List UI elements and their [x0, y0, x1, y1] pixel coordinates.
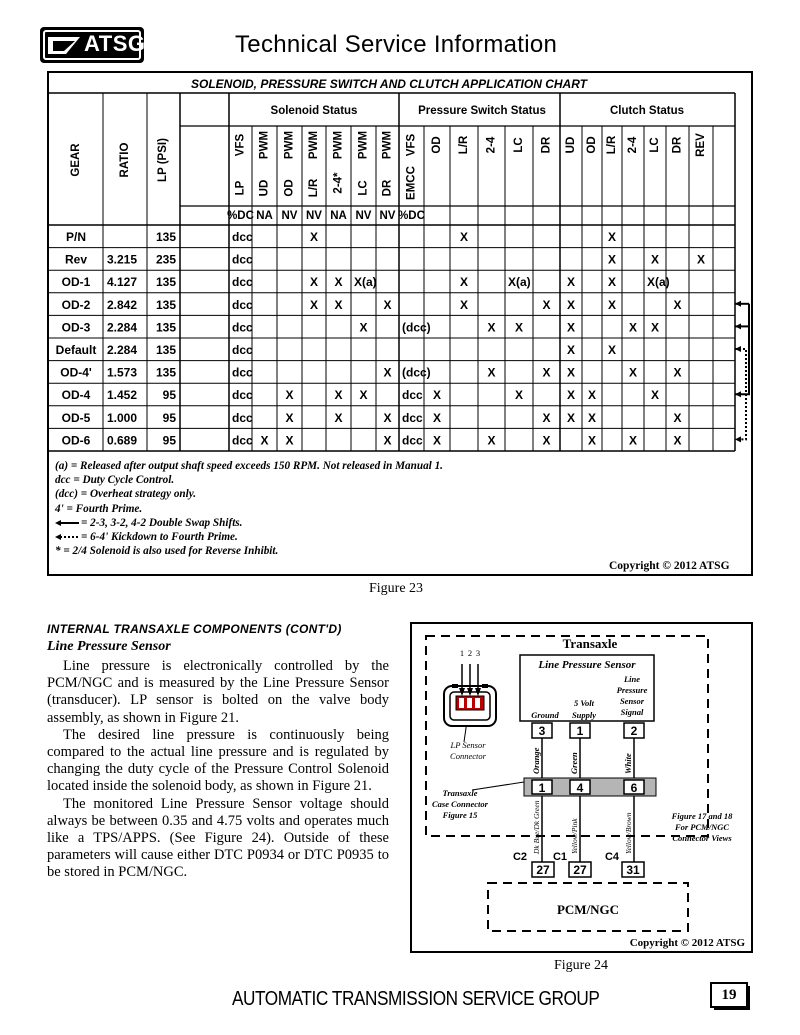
section-subtitle: Line Pressure Sensor [47, 639, 171, 654]
status-cell: X [487, 365, 496, 380]
solid-arrow-icon [55, 519, 81, 527]
solenoid-type-header: PWM [283, 130, 296, 160]
note-reverse-inhibit: * = 2/4 Solenoid is also used for Reverse Inhibit. [55, 545, 279, 558]
solenoid-name-header: OD [283, 179, 296, 197]
supply-label: Supply [571, 710, 597, 720]
case-connector-label: Transaxle [442, 788, 478, 798]
sensor-box-title: Line Pressure Sensor [538, 659, 636, 671]
status-cell: X [334, 275, 343, 290]
gear-cell: OD-4 [61, 388, 91, 403]
paragraph-1: Line pressure is electronically controlled by the PCM/NGC and is measured by the Line Pressure Sensor (transducer). LP sensor is bolted on the valve body assembly, as shown in Figure 21. [47, 658, 389, 726]
status-cell: X [673, 410, 682, 425]
solenoid-type-header: VFS [234, 133, 247, 157]
status-cell: dcc [232, 343, 253, 357]
solenoid-signal-type: NA [330, 210, 347, 222]
status-cell: X [334, 388, 343, 403]
footer-text: AUTOMATIC TRANSMISSION SERVICE GROUP [232, 988, 600, 1010]
connector-pin: 2 [630, 724, 638, 738]
clutch-col-header: LC [649, 137, 662, 153]
lp-cell: 95 [162, 433, 176, 448]
lp-cell: 135 [155, 297, 176, 312]
atsg-logo [40, 27, 144, 63]
gear-cell: OD-6 [61, 433, 91, 448]
status-cell: X [309, 275, 319, 290]
solenoid-name-header: LP [234, 180, 247, 196]
status-cell: dcc [402, 388, 423, 403]
ratio-cell: 2.842 [107, 297, 138, 312]
status-cell: X [628, 365, 638, 380]
status-cell: X(a) [508, 275, 531, 290]
note-kickdown: = 6-4' Kickdown to Fourth Prime. [55, 530, 443, 544]
status-cell: X [566, 320, 576, 335]
status-cell: X [514, 320, 524, 335]
status-cell: dcc [232, 320, 253, 335]
solenoid-name-header: UD [258, 179, 271, 197]
page-number: 19 [710, 982, 748, 1008]
note-overheat: (dcc) = Overheat strategy only. [55, 488, 197, 501]
solenoid-type-header: PWM [357, 130, 370, 160]
figure-23-caption: Figure 23 [369, 581, 424, 596]
solenoid-signal-type: NV [281, 210, 298, 222]
ratio-cell: 1.000 [107, 410, 138, 425]
pressure-switch-col-header: DR [540, 136, 553, 154]
pressure-switch-col-header: 2-4 [485, 136, 498, 154]
status-cell: X [459, 230, 469, 244]
solenoid-type-header: PWM [308, 130, 321, 160]
status-cell: X [383, 365, 392, 380]
pcm-pin: 27 [536, 863, 550, 877]
clutch-col-header: UD [565, 136, 578, 154]
solenoid-name-header: LC [357, 180, 370, 196]
diagram-copyright: Copyright © 2012 ATSG [629, 937, 745, 949]
status-cell: X [566, 297, 576, 312]
status-cell: X [285, 388, 294, 403]
status-cell: dcc [232, 388, 253, 403]
status-cell: X [359, 320, 368, 335]
wire-color: Yellow/Brown [624, 812, 633, 854]
solenoid-signal-type: %DC [398, 210, 425, 222]
status-cell: X [673, 365, 682, 380]
lp-psi-col-header: LP (PSI) [157, 138, 170, 182]
body-text [47, 658, 389, 882]
solenoid-signal-type: NA [256, 210, 273, 222]
dotted-arrow-icon [55, 533, 81, 541]
status-cell: X [383, 410, 392, 425]
note-fourth-prime: 4' = Fourth Prime. [55, 502, 143, 515]
signal-label: Pressure [616, 685, 648, 695]
status-cell: X [334, 410, 343, 425]
lp-cell: 135 [155, 230, 176, 244]
gear-cell: OD-5 [61, 410, 91, 425]
status-cell: X [650, 320, 660, 335]
status-cell: dcc [232, 433, 253, 448]
connector-pin: 4 [576, 781, 584, 795]
pressure-switch-col-header: OD [431, 136, 444, 154]
ratio-cell: 0.689 [107, 433, 138, 448]
ratio-cell: 4.127 [107, 275, 138, 290]
status-cell: X [334, 297, 343, 312]
note-released: (a) = Released after output shaft speed exceeds 150 RPM. Not released in Manual 1. [55, 460, 443, 472]
ratio-col-header: RATIO [119, 142, 132, 178]
status-cell: (dcc) [402, 320, 431, 335]
case-connector-label: Figure 15 [442, 810, 478, 820]
arrowhead-icon [735, 391, 741, 397]
clutch-status-header: Clutch Status [609, 105, 685, 117]
solenoid-type-header: PWM [332, 130, 345, 160]
status-cell: X(a) [647, 275, 670, 290]
solenoid-type-header: VFS [405, 133, 418, 157]
lp-cell: 135 [155, 343, 176, 357]
gear-cell: OD-2 [61, 297, 91, 312]
ratio-cell: 2.284 [107, 343, 138, 357]
connector-pin: 1 [576, 724, 584, 738]
solenoid-signal-type: NV [379, 210, 396, 222]
solenoid-name-header: DR [381, 179, 394, 197]
clutch-col-header: DR [671, 136, 684, 154]
gear-cell: Default [55, 343, 97, 357]
pressure-switch-header: Pressure Switch Status [418, 105, 546, 117]
status-cell: X [587, 410, 597, 425]
status-cell: X [514, 388, 524, 403]
status-cell: X [285, 433, 294, 448]
note-dcc: dcc = Duty Cycle Control. [55, 474, 175, 487]
status-cell: X [673, 433, 682, 448]
pcm-label: PCM/NGC [556, 902, 620, 917]
status-cell: X [542, 365, 551, 380]
status-cell: X [587, 388, 597, 403]
solenoid-name-header: L/R [308, 178, 321, 198]
ratio-cell: 1.452 [107, 388, 138, 403]
ratio-cell: 2.284 [107, 320, 138, 335]
solenoid-name-header: EMCC [405, 166, 418, 200]
status-cell: X [309, 297, 319, 312]
see-also-note: Figure 17 and 18 [671, 811, 733, 821]
wire-color: Yellow/Pink [570, 818, 579, 854]
wire-color: Orange [531, 747, 541, 774]
solenoid-signal-type: NV [355, 210, 372, 222]
clutch-col-header: 2-4 [627, 136, 640, 154]
lp-cell: 235 [155, 252, 176, 267]
signal-label: Line [623, 674, 641, 684]
status-cell: dcc [232, 275, 253, 290]
solenoid-name-header: 2-4* [332, 172, 345, 194]
status-cell: X [432, 388, 442, 403]
lp-cell: 135 [155, 320, 176, 335]
supply-label: 5 Volt [573, 698, 595, 708]
chart-title: SOLENOID, PRESSURE SWITCH AND CLUTCH APPLICATION CHART [191, 77, 588, 91]
paragraph-2: The desired line pressure is continuously being compared to the actual line pressure and is regulated by changing the duty cycle of the Pressure Control Solenoid located inside the solenoid body, as shown in Figure 21. [47, 726, 389, 795]
chart-copyright: Copyright © 2012 ATSG [609, 560, 730, 572]
lp-connector-label: LP Sensor [450, 740, 486, 750]
status-cell: dcc [232, 230, 253, 244]
circuit-label: C4 [604, 851, 620, 863]
wiring-diagram [410, 622, 753, 953]
status-cell: X [566, 388, 576, 403]
wiring-diagram-svg [412, 624, 751, 951]
diagram-label: 3 [475, 648, 481, 658]
status-cell: X [383, 433, 392, 448]
ratio-cell: 3.215 [107, 252, 138, 267]
wire-color: White [623, 753, 633, 774]
status-cell: X [628, 320, 638, 335]
status-cell: X [628, 433, 638, 448]
status-cell: X [459, 297, 469, 312]
status-cell: dcc [232, 252, 253, 267]
arrowhead-icon [735, 323, 741, 329]
paragraph-3: The monitored Line Pressure Sensor voltage should always be between 0.35 and 4.75 volts and operates much like a TPS/APPS. (See Figure 24). Outside of these parameters will cause either DTC P0934 or DTC P0935 to be stored in PCM/NGC. [47, 795, 389, 881]
arrowhead-icon [735, 436, 741, 442]
diagram-label: 2 [467, 648, 473, 658]
connector-pin: 3 [538, 724, 546, 738]
signal-label: Signal [620, 707, 644, 717]
status-cell: dcc [402, 433, 423, 448]
page-title: Technical Service Information [235, 31, 558, 58]
diagram-label: 1 [459, 648, 465, 658]
section-title: INTERNAL TRANSAXLE COMPONENTS (CONT'D) [47, 622, 342, 636]
see-also-note: Connector Views [672, 833, 732, 843]
pressure-switch-col-header: LC [513, 137, 526, 153]
ratio-cell: 1.573 [107, 365, 138, 380]
solenoid-signal-type: NV [306, 210, 322, 222]
status-cell: X [607, 297, 617, 312]
wire-color: Green [569, 752, 579, 774]
logo-emblem-icon [48, 35, 80, 55]
note-double-swap: = 2-3, 3-2, 4-2 Double Swap Shifts. [55, 516, 443, 530]
chart-notes [55, 459, 443, 558]
status-cell: X [566, 343, 576, 357]
status-cell: X [566, 365, 576, 380]
arrowhead-icon [735, 346, 741, 352]
lp-cell: 135 [155, 275, 176, 290]
status-cell: dcc [232, 410, 253, 425]
connector-pin: 6 [630, 781, 638, 795]
status-cell: X [673, 297, 682, 312]
figure-24-caption: Figure 24 [554, 958, 609, 973]
clutch-col-header: OD [586, 136, 599, 154]
status-cell: X [587, 433, 597, 448]
status-cell: dcc [402, 410, 423, 425]
see-also-note: For PCM/NGC [674, 822, 730, 832]
status-cell: X [487, 320, 496, 335]
lp-cell: 95 [162, 388, 176, 403]
gear-cell: OD-1 [61, 275, 91, 290]
status-cell: X [607, 252, 617, 267]
status-cell: X [359, 388, 368, 403]
status-cell: X [542, 410, 551, 425]
status-cell: (dcc) [402, 365, 431, 380]
clutch-col-header: REV [695, 133, 708, 157]
status-cell: X [607, 275, 617, 290]
status-cell: X [285, 410, 294, 425]
status-cell: X [650, 252, 660, 267]
solenoid-status-header: Solenoid Status [270, 105, 358, 117]
wire-color: Dk Bue/Dk Green [532, 800, 541, 854]
status-cell: X(a) [354, 275, 377, 290]
solenoid-signal-type: %DC [227, 210, 254, 222]
status-cell: X [260, 433, 269, 448]
status-cell: X [542, 297, 551, 312]
lp-connector-label: Connector [450, 751, 486, 761]
circuit-label: C1 [552, 851, 568, 863]
status-cell: X [383, 297, 392, 312]
status-cell: X [566, 275, 576, 290]
status-cell: X [487, 433, 496, 448]
status-cell: X [459, 275, 469, 290]
gear-cell: Rev [64, 252, 88, 267]
status-cell: dcc [232, 297, 253, 312]
clutch-col-header: L/R [606, 135, 619, 155]
pressure-switch-col-header: L/R [458, 135, 471, 155]
logo-text: ATSG [84, 31, 146, 56]
signal-label: Sensor [619, 696, 645, 706]
transaxle-label: Transaxle [562, 636, 618, 651]
circuit-label: C2 [512, 851, 528, 863]
lp-cell: 135 [155, 365, 176, 380]
solenoid-type-header: PWM [381, 130, 394, 160]
gear-cell: P/N [65, 230, 87, 244]
status-cell: X [607, 343, 617, 357]
status-cell: X [432, 433, 442, 448]
solenoid-type-header: PWM [258, 130, 271, 160]
pcm-pin: 31 [626, 863, 640, 877]
pcm-pin: 27 [573, 863, 587, 877]
case-connector-label: Case Connector [432, 799, 488, 809]
arrowhead-icon [735, 301, 741, 307]
status-cell: X [309, 230, 319, 244]
status-cell: X [542, 433, 551, 448]
status-cell: X [696, 252, 706, 267]
connector-pin: 1 [538, 781, 546, 795]
status-cell: X [607, 230, 617, 244]
gear-col-header: GEAR [70, 143, 83, 177]
gear-cell: OD-4' [60, 365, 92, 380]
ground-label: Ground [531, 710, 559, 720]
status-cell: dcc [232, 365, 253, 380]
status-cell: X [566, 410, 576, 425]
status-cell: X [650, 388, 660, 403]
lp-cell: 95 [162, 410, 176, 425]
gear-cell: OD-3 [61, 320, 91, 335]
status-cell: X [432, 410, 442, 425]
